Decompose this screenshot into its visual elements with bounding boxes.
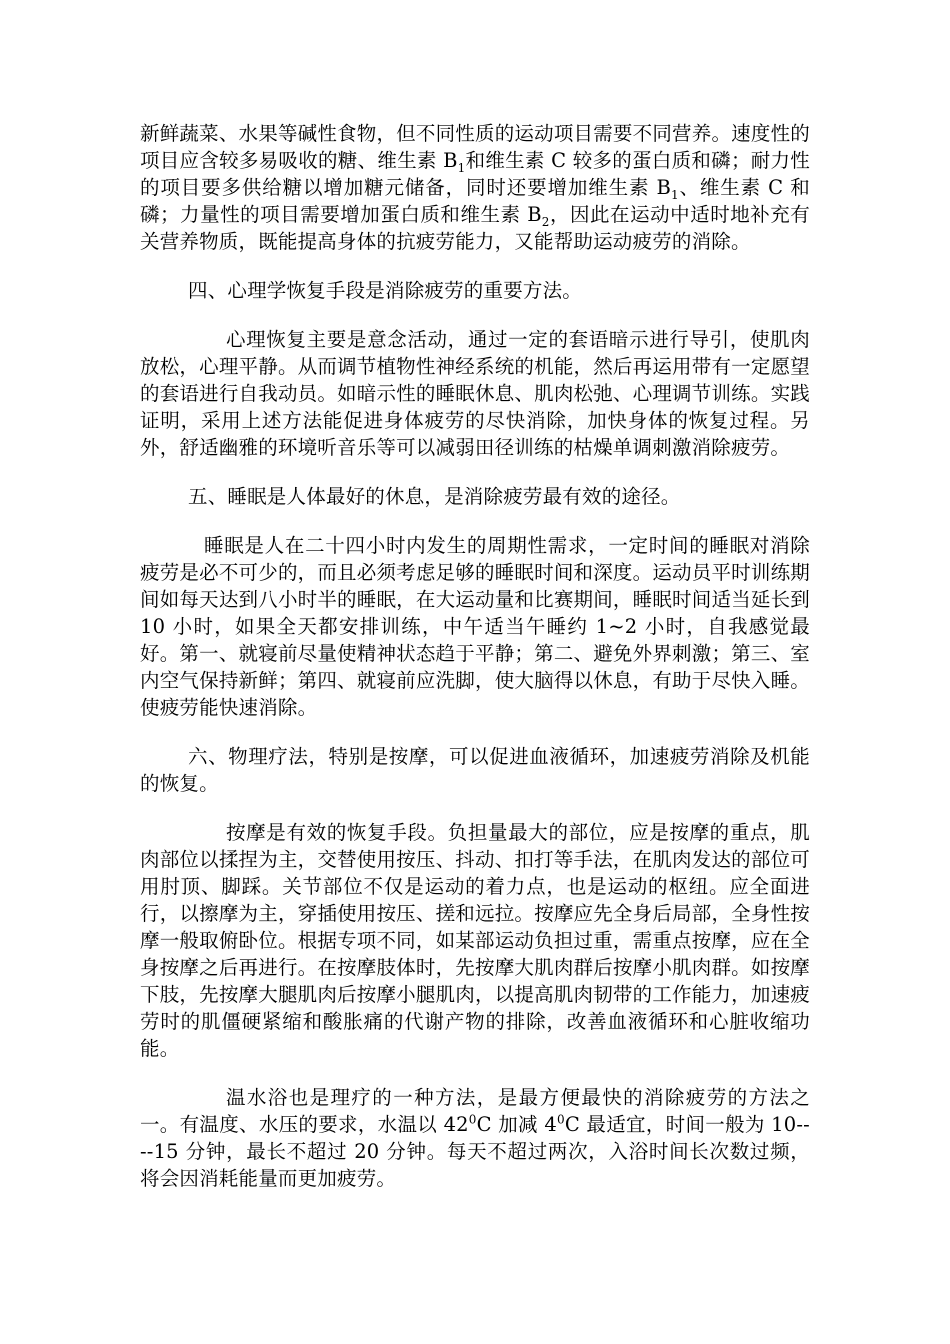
paragraph-psychology: 心理恢复主要是意念活动，通过一定的套语暗示进行导引，使肌肉放松，心理平静。从而调节植物性神经系统的机能，然后再运用带有一定愿望的套语进行自我动员。如暗示性的睡眠休息、肌肉松弛、心理调节训练。实践证明，采用上述方法能促进身体疲劳的尽快消除，加快身体的恢复过程。另外，舒适幽雅的环境听音乐等可以减弱田径训练的枯燥单调刺激消除疲劳。 [140, 328, 810, 459]
heading-section-6: 六、物理疗法，特别是按摩，可以促进血液循环，加速疲劳消除及机能的恢复。 [140, 745, 810, 795]
paragraph-sleep: 睡眠是人在二十四小时内发生的周期性需求，一定时间的睡眠对消除疲劳是必不可少的，而且必须考虑足够的睡眠时间和深度。运动员平时训练期间如每天达到八小时半的睡眠，在大运动量和比赛期间，睡眠时间适当延长到 10 小时，如果全天都安排训练，中午适当午睡约 1~2 小时，自我感觉最好。第一、就寝前尽量使精神状态趋于平静；第二、避免外界刺激；第三、室内空气保持新鲜；第四、就寝前应洗脚，使大脑得以休息，有助于尽快入睡。使疲劳能快速消除。 [140, 534, 810, 719]
paragraph-warm-bath: 温水浴也是理疗的一种方法，是最方便最快的消除疲劳的方法之一。有温度、水压的要求，水温以 $42^0C$ 加减 $4^0C$ 最适宜，时间一般为 10----15 分钟，最长不超过 20 分钟。每天不超过两次，入浴时间长次数过频，将会因消耗能量而更加疲劳。 [140, 1086, 810, 1190]
heading-section-5: 五、睡眠是人体最好的休息，是消除疲劳最有效的途径。 [188, 485, 681, 508]
paragraph-massage: 按摩是有效的恢复手段。负担量最大的部位，应是按摩的重点，肌肉部位以揉捏为主，交替使用按压、抖动、扣打等手法，在肌肉发达的部位可用肘顶、脚踩。关节部位不仅是运动的着力点，也是运动的枢纽。应全面进行，以擦摩为主，穿插使用按压、搓和远拉。按摩应先全身后局部，全身性按摩一般取俯卧位。根据专项不同，如某部运动负担过重，需重点按摩，应在全身按摩之后再进行。在按摩肢体时，先按摩大肌肉群后按摩小肌肉群。如按摩下肢，先按摩大腿肌肉后按摩小腿肌肉，以提高肌肉韧带的工作能力，加速疲劳时的肌僵硬紧缩和酸胀痛的代谢产物的排除，改善血液循环和心脏收缩功能。 [140, 821, 810, 1060]
document-page [140, 120, 810, 1192]
paragraph-nutrition: 新鲜蔬菜、水果等碱性食物，但不同性质的运动项目需要不同营养。速度性的项目应含较多易吸收的糖、维生素 $B_1$和维生素 C 较多的蛋白质和磷；耐力性的项目要多供给糖以增加糖元储备，同时还要增加维生素 $B_1$、维生素 C 和磷；力量性的项目需要增加蛋白质和维生素 $B_2$，因此在运动中适时地补充有关营养物质，既能提高身体的抗疲劳能力，又能帮助运动疲劳的消除。 [140, 122, 811, 253]
heading-section-4: 四、心理学恢复手段是消除疲劳的重要方法。 [188, 279, 583, 302]
